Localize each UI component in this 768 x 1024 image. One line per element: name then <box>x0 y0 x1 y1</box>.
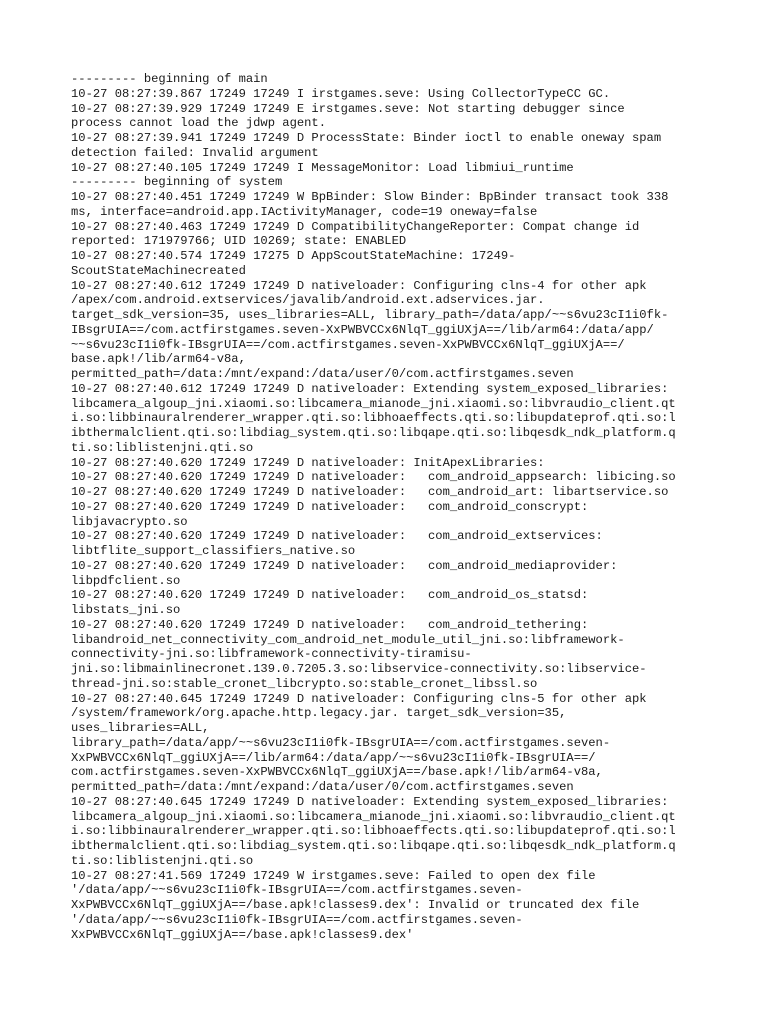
log-line: 10-27 08:27:40.645 17249 17249 D nativeloader: Configuring clns-5 for other apk <box>71 691 647 706</box>
log-line: XxPWBVCCx6NlqT_ggiUXjA==/base.apk!classes9.dex' <box>71 927 414 942</box>
log-line: base.apk!/lib/arm64-v8a, <box>71 352 246 367</box>
log-line: 10-27 08:27:40.620 17249 17249 D nativeloader: com_android_mediaprovider: <box>71 558 618 573</box>
log-line: ti.so:liblistenjni.qti.so <box>71 853 254 868</box>
log-line: com.actfirstgames.seven-XxPWBVCCx6NlqT_ggiUXjA==/base.apk!/lib/arm64-v8a, <box>71 765 603 780</box>
log-line: 10-27 08:27:40.451 17249 17249 W BpBinder: Slow Binder: BpBinder transact took 338 <box>71 190 669 204</box>
log-line: uses_libraries=ALL, <box>71 721 210 735</box>
log-line: '/data/app/~~s6vu23cI1i0fk-IBsgrUIA==/com.actfirstgames.seven- <box>71 912 523 927</box>
log-line: permitted_path=/data:/mnt/expand:/data/user/0/com.actfirstgames.seven <box>71 367 574 381</box>
log-line: ScoutStateMachinecreated <box>71 263 246 278</box>
log-line: 10-27 08:27:40.463 17249 17249 D CompatibilityChangeReporter: Compat change id <box>71 219 640 234</box>
log-line: libcamera_algoup_jni.xiaomi.so:libcamera_mianode_jni.xiaomi.so:libvraudio_client.qt <box>71 809 676 824</box>
log-line: libtflite_support_classifiers_native.so <box>71 544 356 558</box>
log-line: thread-jni.so:stable_cronet_libcrypto.so:stable_cronet_libssl.so <box>71 676 538 691</box>
log-line: 10-27 08:27:40.620 17249 17249 D nativeloader: com_android_extservices: <box>71 529 603 544</box>
log-line: 10-27 08:27:40.620 17249 17249 D nativeloader: com_android_os_statsd: <box>71 588 589 603</box>
log-line: permitted_path=/data:/mnt/expand:/data/user/0/com.actfirstgames.seven <box>71 780 574 794</box>
log-line: 10-27 08:27:40.620 17249 17249 D nativeloader: com_android_tethering: <box>71 617 589 632</box>
log-line: libcamera_algoup_jni.xiaomi.so:libcamera_mianode_jni.xiaomi.so:libvraudio_client.qt <box>71 396 676 411</box>
log-line: 10-27 08:27:41.569 17249 17249 W irstgames.seve: Failed to open dex file <box>71 868 596 883</box>
log-line: /system/framework/org.apache.http.legacy.jar. target_sdk_version=35, <box>71 706 567 721</box>
log-line: 10-27 08:27:40.620 17249 17249 D nativeloader: InitApexLibraries: <box>71 455 545 470</box>
log-line: libjavacrypto.so <box>71 514 188 529</box>
log-line: 10-27 08:27:40.620 17249 17249 D nativeloader: com_android_art: libartservice.so <box>71 485 669 499</box>
log-line: i.so:libbinauralrenderer_wrapper.qti.so:libhoaeffects.qti.so:libupdateprof.qti.so:l <box>71 824 676 839</box>
log-line: /apex/com.android.extservices/javalib/android.ext.adservices.jar. <box>71 293 545 308</box>
log-line: 10-27 08:27:40.620 17249 17249 D nativeloader: com_android_appsearch: libicing.so <box>71 470 676 485</box>
log-line: reported: 171979766; UID 10269; state: ENABLED <box>71 234 407 249</box>
log-line: connectivity-jni.so:libframework-connectivity-tiramisu- <box>71 647 472 662</box>
log-line: 10-27 08:27:40.612 17249 17249 D nativeloader: Extending system_exposed_libraries: <box>71 381 669 396</box>
log-line: 10-27 08:27:40.612 17249 17249 D nativeloader: Configuring clns-4 for other apk <box>71 278 647 293</box>
log-line: detection failed: Invalid argument <box>71 145 319 160</box>
log-line: i.so:libbinauralrenderer_wrapper.qti.so:libhoaeffects.qti.so:libupdateprof.qti.so:l <box>71 411 676 426</box>
log-line: target_sdk_version=35, uses_libraries=ALL, library_path=/data/app/~~s6vu23cI1i0fk- <box>71 308 669 322</box>
log-line: 10-27 08:27:40.574 17249 17275 D AppScoutStateMachine: 17249- <box>71 249 516 263</box>
log-line: ibthermalclient.qti.so:libdiag_system.qti.so:libqape.qti.so:libqesdk_ndk_platform.q <box>71 426 676 440</box>
log-line: ~~s6vu23cI1i0fk-IBsgrUIA==/com.actfirstgames.seven-XxPWBVCCx6NlqT_ggiUXjA==/ <box>71 337 625 352</box>
log-line: jni.so:libmainlinecronet.139.0.7205.3.so:libservice-connectivity.so:libservice- <box>71 662 647 676</box>
log-line: library_path=/data/app/~~s6vu23cI1i0fk-IBsgrUIA==/com.actfirstgames.seven- <box>71 735 611 750</box>
log-line: 10-27 08:27:39.929 17249 17249 E irstgames.seve: Not starting debugger since <box>71 101 625 116</box>
log-line: ibthermalclient.qti.so:libdiag_system.qti.so:libqape.qti.so:libqesdk_ndk_platform.q <box>71 839 676 853</box>
log-line: ms, interface=android.app.IActivityManager, code=19 oneway=false <box>71 204 538 219</box>
log-line: 10-27 08:27:40.645 17249 17249 D nativeloader: Extending system_exposed_libraries: <box>71 794 669 809</box>
log-line: libpdfclient.so <box>71 573 181 588</box>
log-line: XxPWBVCCx6NlqT_ggiUXjA==/base.apk!classes9.dex': Invalid or truncated dex file <box>71 898 640 912</box>
log-line: 10-27 08:27:40.105 17249 17249 I MessageMonitor: Load libmiui_runtime <box>71 160 574 175</box>
log-line: '/data/app/~~s6vu23cI1i0fk-IBsgrUIA==/com.actfirstgames.seven- <box>71 883 523 898</box>
log-line: XxPWBVCCx6NlqT_ggiUXjA==/lib/arm64:/data/app/~~s6vu23cI1i0fk-IBsgrUIA==/ <box>71 750 596 765</box>
log-line: 10-27 08:27:40.620 17249 17249 D nativeloader: com_android_conscrypt: <box>71 499 589 514</box>
log-line: libandroid_net_connectivity_com_android_net_module_util_jni.so:libframework- <box>71 632 625 647</box>
log-line: 10-27 08:27:39.867 17249 17249 I irstgames.seve: Using CollectorTypeCC GC. <box>71 86 611 101</box>
log-line: ti.so:liblistenjni.qti.so <box>71 440 254 455</box>
log-line: 10-27 08:27:39.941 17249 17249 D ProcessState: Binder ioctl to enable oneway spam <box>71 131 662 145</box>
log-line: process cannot load the jdwp agent. <box>71 116 326 131</box>
log-line: --------- beginning of main <box>71 72 268 86</box>
logcat-text <box>71 72 707 942</box>
log-line: --------- beginning of system <box>71 175 283 190</box>
log-line: libstats_jni.so <box>71 603 181 617</box>
log-line: IBsgrUIA==/com.actfirstgames.seven-XxPWBVCCx6NlqT_ggiUXjA==/lib/arm64:/data/app/ <box>71 322 654 337</box>
